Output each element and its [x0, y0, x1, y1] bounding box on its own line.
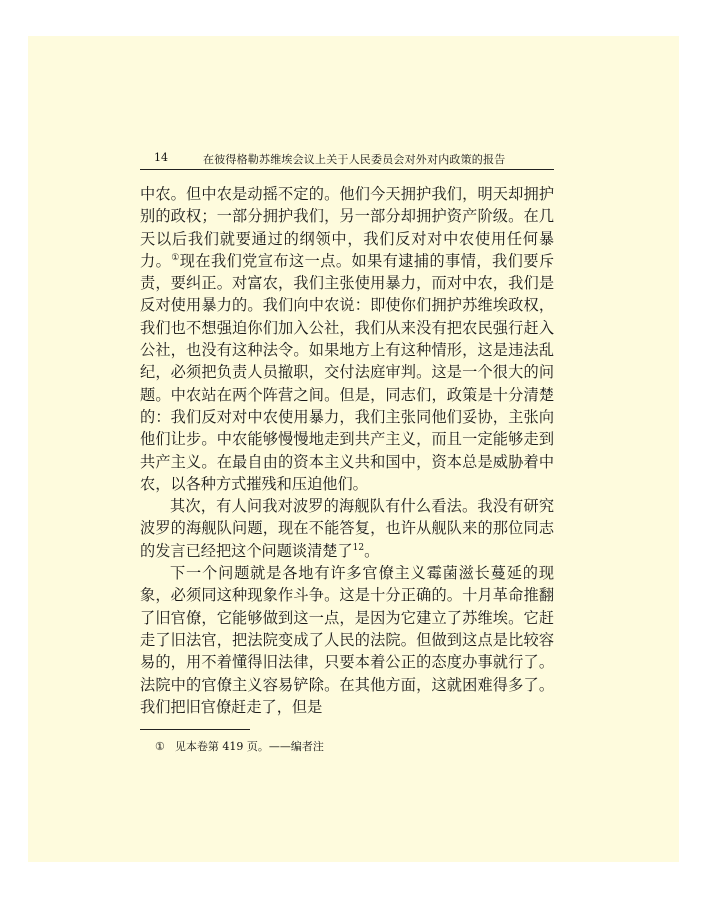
footnote-marker: ①: [155, 740, 165, 753]
running-title: 在彼得格勒苏维埃会议上关于人民委员会对外对内政策的报告: [203, 153, 506, 166]
paragraph-2: [140, 495, 554, 562]
page-number: 14: [154, 151, 168, 164]
footnote-reference[interactable]: ①: [171, 252, 180, 263]
endnote-reference[interactable]: 12: [352, 542, 365, 553]
paragraph-1: [140, 183, 554, 495]
paragraph-1-text-b: 现在我们党宣布这一点。如果有逮捕的事情，我们要斥责，要纠正。对富农，我们主张使用暴力，而对中农，我们是反对使用暴力的。我们向中农说：即使你们拥护苏维埃政权，我们也不想强迫你们加入公社，我们从来没有把农民强行赶入公社，也没有这种法令。如果地方上有这种情形，这是违法乱纪，必须把负责人员撤职，交付法庭审判。这是一个很大的问题。中农站在两个阵营之间。但是，同志们，政策是十分清楚的：我们反对对中农使用暴力，我们主张同他们妥协，主张向他们让步。中农能够慢慢地走到共产主义，而且一定能够走到共产主义。在最自由的资本主义共和国中，资本总是威胁着中农，以各种方式摧残和压迫他们。: [140, 251, 555, 493]
running-header: [140, 149, 554, 170]
footnote-divider: [140, 729, 250, 730]
paragraph-1-text-a: 中农。但中农是动摇不定的。他们今天拥护我们，明天却拥护别的政权；一部分拥护我们，另一部分却拥护资产阶级。在几天以后我们就要通过的纲领中，我们反对对中农使用任何暴力。: [140, 185, 554, 270]
body-text: [140, 183, 554, 718]
paragraph-2-text-b: 。: [364, 541, 380, 560]
paragraph-3: 下一个问题就是各地有许多官僚主义霉菌滋长蔓延的现象，必须同这种现象作斗争。这是十分正确的。十月革命推翻了旧官僚，它能够做到这一点，是因为它建立了苏维埃。它赶走了旧法官，把法院变成了人民的法院。但做到这点是比较容易的，用不着懂得旧法律，只要本着公正的态度办事就行了。法院中的官僚主义容易铲除。在其他方面，这就困难得多了。我们把旧官僚赶走了，但是: [140, 564, 554, 716]
footnote-text: 见本卷第 419 页。——编者注: [174, 740, 324, 753]
footnote: [155, 738, 334, 754]
paragraph-2-text-a: 其次，有人问我对波罗的海舰队有什么看法。我没有研究波罗的海舰队问题，现在不能答复，也许从舰队来的那位同志的发言已经把这个问题谈清楚了: [140, 497, 554, 560]
